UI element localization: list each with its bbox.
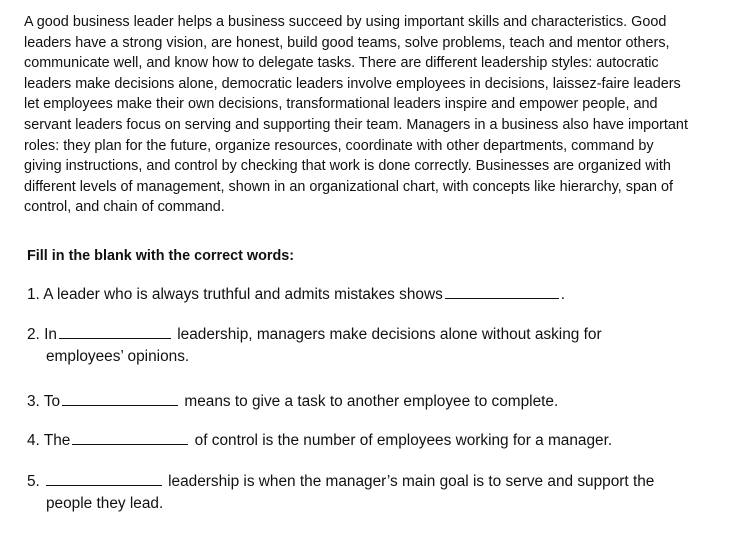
question-text-after: leadership is when the manager’s main goal is to serve and support the [168, 473, 655, 490]
question-number: 2. [27, 326, 40, 343]
question-text-after: means to give a task to another employee to complete. [184, 393, 559, 410]
summary-line: let employees make their own decisions, transformational leaders inspire and empower people, and [24, 96, 658, 113]
question-number: 5. [27, 473, 40, 490]
question-text-before: The [43, 432, 71, 449]
question-text-before: To [43, 393, 61, 410]
question-number: 4. [27, 432, 40, 449]
question-3 [27, 391, 558, 413]
summary-line: roles: they plan for the future, organize resources, coordinate with other departments, command by [24, 137, 654, 154]
question-text-before: A leader who is always truthful and admits mistakes shows [43, 286, 443, 303]
answer-blank[interactable] [59, 337, 171, 339]
summary-line: giving instructions, and control by checking that work is done correctly. Businesses are organized with [24, 158, 671, 175]
summary-line: A good business leader helps a business succeed by using important skills and characteristics. Good [24, 14, 667, 30]
summary-line: leaders have a strong vision, are honest, build good teams, solve problems, teach and mentor others, [24, 34, 670, 51]
answer-blank[interactable] [445, 297, 559, 299]
question-text-after: . [560, 286, 566, 303]
summary-paragraph [24, 12, 736, 218]
question-text-after: leadership, managers make decisions alone without asking for [177, 326, 602, 343]
summary-line: different levels of management, shown in an organizational chart, with concepts like hierarchy, span of [24, 178, 674, 195]
question-text-before: In [44, 326, 57, 343]
answer-blank[interactable] [46, 484, 162, 486]
question-number: 3. [27, 393, 40, 410]
question-number: 1. [27, 286, 40, 303]
question-continuation: employees’ opinions. [46, 348, 190, 365]
question-continuation: people they lead. [46, 495, 164, 512]
summary-line: control, and chain of command. [24, 199, 225, 216]
question-1 [27, 284, 565, 306]
question-4 [27, 430, 612, 452]
question-text-after: of control is the number of employees working for a manager. [194, 432, 613, 449]
question-2 [27, 324, 602, 368]
answer-blank[interactable] [62, 404, 178, 406]
summary-line: leaders make decisions alone, democratic leaders involve employees in decisions, laissez-faire leaders [24, 75, 681, 92]
answer-blank[interactable] [72, 443, 188, 445]
summary-line: communicate well, and know how to delegate tasks. There are different leadership styles: autocratic [24, 55, 659, 72]
summary-line: servant leaders focus on serving and supporting their team. Managers in a business also have important [24, 116, 688, 133]
question-5 [27, 471, 654, 515]
instructions-heading: Fill in the blank with the correct words: [27, 248, 295, 264]
